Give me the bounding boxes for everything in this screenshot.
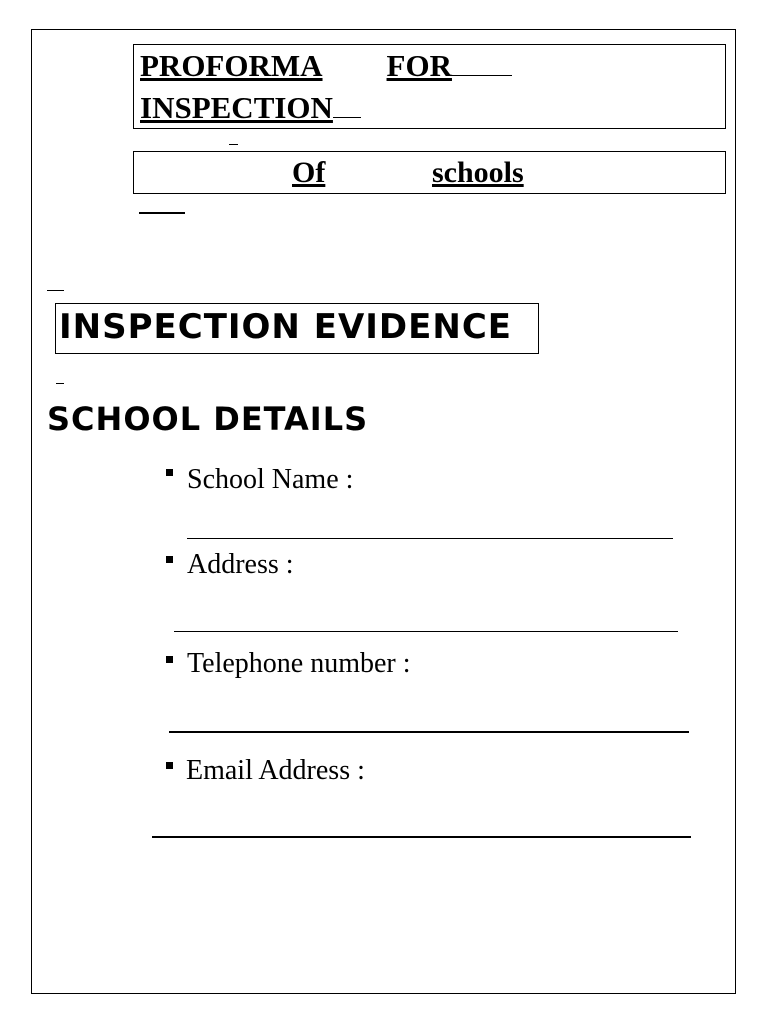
field-label-telephone: Telephone number : [187,648,411,679]
section-heading: SCHOOL DETAILS [47,400,369,438]
address-fill-line[interactable] [174,631,678,632]
subtitle-of: Of [292,156,326,189]
bullet-icon [166,556,173,563]
subtitle-box [133,151,726,194]
email-fill-line[interactable] [152,836,691,838]
bullet-icon [166,656,173,663]
stray-underline [139,212,185,214]
title-underline-trail [452,51,512,76]
title-word-for: FOR [386,48,452,83]
title-underline-trail-2 [333,93,361,118]
stray-dash [56,383,64,384]
title-line-2 [140,92,361,123]
bullet-icon [166,762,173,769]
field-label-school-name: School Name : [187,464,354,495]
school-name-fill-line[interactable] [187,538,673,539]
telephone-fill-line[interactable] [169,731,689,733]
title-word-proforma: PROFORMA [140,48,323,83]
field-label-address: Address : [187,549,294,580]
stray-dash [229,144,238,145]
field-label-email: Email Address : [186,755,365,786]
evidence-heading: INSPECTION EVIDENCE [59,307,512,347]
stray-dash [47,290,64,291]
bullet-icon [166,469,173,476]
title-word-inspection: INSPECTION [140,90,333,125]
subtitle-schools: schools [432,156,524,189]
title-line-1 [140,50,512,81]
